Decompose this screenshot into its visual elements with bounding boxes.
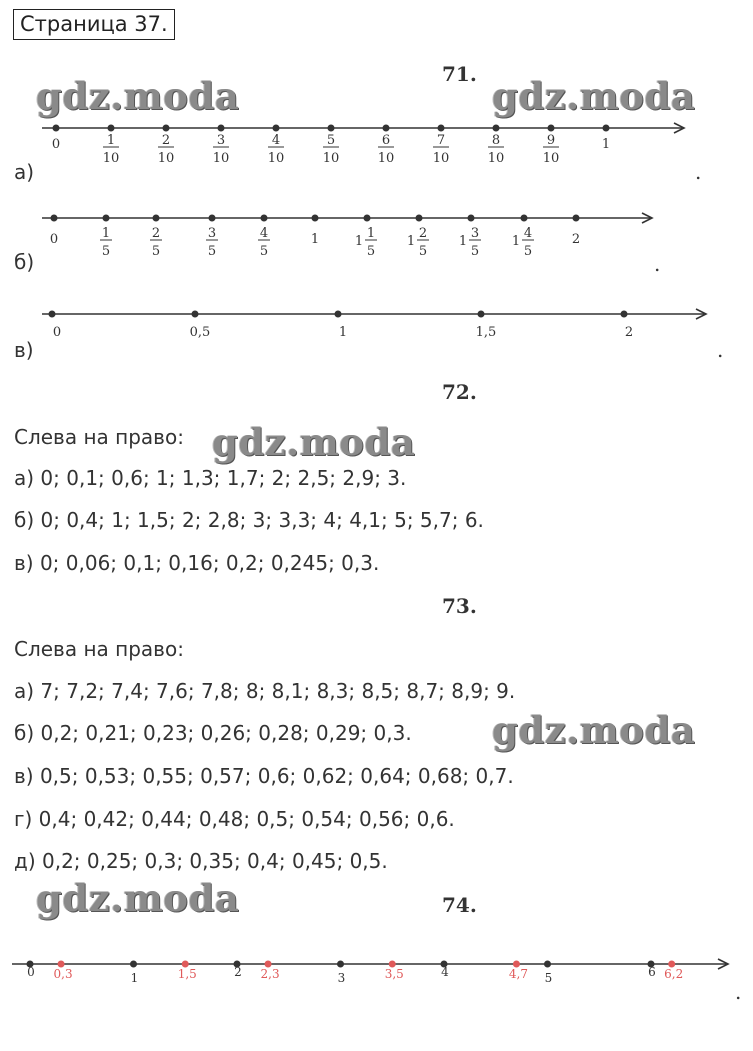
- point-label: 6,2: [664, 967, 684, 981]
- fraction-denominator: 5: [101, 244, 111, 259]
- fraction-denominator: 5: [418, 244, 428, 259]
- intro-text: Слева на право:: [14, 637, 184, 661]
- fraction-numerator: 7: [436, 133, 446, 148]
- fraction-numerator: 4: [259, 226, 269, 241]
- point-dot: [521, 215, 528, 222]
- point-dot: [478, 311, 485, 318]
- watermark: gdz.moda: [492, 74, 696, 118]
- fraction-denominator: 5: [523, 244, 533, 259]
- point-dot: [312, 215, 319, 222]
- point-dot: [103, 215, 110, 222]
- answer-line: а) 0; 0,1; 0,6; 1; 1,3; 1,7; 2; 2,5; 2,9; 3.: [14, 466, 407, 490]
- end-mark: .: [695, 160, 702, 184]
- fraction-numerator: 4: [523, 226, 533, 241]
- fraction-denominator: 10: [102, 151, 120, 166]
- fraction-numerator: 2: [151, 226, 161, 241]
- point-dot: [621, 311, 628, 318]
- page-label: Страница 37.: [13, 9, 175, 40]
- point-dot: [544, 961, 551, 968]
- point-label: 4: [441, 965, 449, 979]
- point-label: 2: [234, 965, 242, 979]
- fraction-numerator: 3: [216, 133, 226, 148]
- fraction-numerator: 6: [381, 133, 391, 148]
- watermark: gdz.moda: [36, 74, 240, 118]
- point-label: 2: [571, 232, 581, 247]
- point-dot: [53, 125, 60, 132]
- point-dot: [603, 125, 610, 132]
- intro-text: Слева на право:: [14, 425, 184, 449]
- point-dot: [192, 311, 199, 318]
- answer-line: б) 0; 0,4; 1; 1,5; 2; 2,8; 3; 3,3; 4; 4,1; 5; 5,7; 6.: [14, 508, 484, 532]
- point-dot: [108, 125, 115, 132]
- point-label: 0: [27, 965, 35, 979]
- point-dot: [573, 215, 580, 222]
- fraction-numerator: 2: [418, 226, 428, 241]
- point-dot: [438, 125, 445, 132]
- number-line-a: [0, 110, 753, 170]
- fraction-numerator: 3: [470, 226, 480, 241]
- point-label: 1: [338, 325, 348, 340]
- point-label: 3: [337, 971, 346, 985]
- fraction-numerator: 8: [491, 133, 501, 148]
- point-dot: [163, 125, 170, 132]
- answer-line: в) 0,5; 0,53; 0,55; 0,57; 0,6; 0,62; 0,64; 0,68; 0,7.: [14, 764, 514, 788]
- point-label: 2,3: [260, 967, 280, 981]
- number-line-74: [0, 945, 753, 995]
- fraction-denominator: 10: [487, 151, 505, 166]
- point-label: 0,5: [189, 325, 211, 340]
- answer-line: д) 0,2; 0,25; 0,3; 0,35; 0,4; 0,45; 0,5.: [14, 849, 388, 873]
- point-label: 6: [648, 965, 656, 979]
- task-number-73: 73.: [442, 594, 477, 618]
- task-number-71: 71.: [442, 62, 477, 86]
- row-label-a: а): [14, 160, 35, 184]
- fraction-denominator: 5: [207, 244, 217, 259]
- fraction-denominator: 10: [377, 151, 395, 166]
- end-mark: .: [717, 338, 724, 362]
- point-label: 1: [130, 971, 139, 985]
- fraction-denominator: 10: [157, 151, 175, 166]
- point-dot: [130, 961, 137, 968]
- whole-part: 1: [511, 234, 521, 249]
- point-dot: [273, 125, 280, 132]
- point-label: 3,5: [384, 967, 404, 981]
- task-number-72: 72.: [442, 380, 477, 404]
- watermark: gdz.moda: [492, 708, 696, 752]
- point-dot: [383, 125, 390, 132]
- answer-line: г) 0,4; 0,42; 0,44; 0,48; 0,5; 0,54; 0,56; 0,6.: [14, 807, 455, 831]
- fraction-denominator: 5: [259, 244, 269, 259]
- whole-part: 1: [458, 234, 468, 249]
- point-dot: [493, 125, 500, 132]
- whole-part: 1: [406, 234, 416, 249]
- watermark: gdz.moda: [36, 876, 240, 920]
- point-label: 1,5: [177, 967, 197, 981]
- point-dot: [468, 215, 475, 222]
- point-dot: [261, 215, 268, 222]
- fraction-numerator: 5: [326, 133, 336, 148]
- point-label: 4,7: [508, 967, 528, 981]
- fraction-numerator: 1: [101, 226, 111, 241]
- fraction-denominator: 10: [212, 151, 230, 166]
- fraction-numerator: 9: [546, 133, 556, 148]
- point-label: 0: [52, 325, 62, 340]
- point-dot: [51, 215, 58, 222]
- fraction-numerator: 2: [161, 133, 171, 148]
- point-dot: [335, 311, 342, 318]
- end-mark: .: [654, 252, 661, 276]
- fraction-denominator: 5: [366, 244, 376, 259]
- point-dot: [416, 215, 423, 222]
- task-number-74: 74.: [442, 893, 477, 917]
- fraction-denominator: 10: [542, 151, 560, 166]
- point-label: 0: [49, 232, 59, 247]
- point-dot: [364, 215, 371, 222]
- fraction-denominator: 5: [151, 244, 161, 259]
- row-label-c: в): [14, 338, 34, 362]
- point-label: 0,3: [53, 967, 73, 981]
- point-label: 2: [624, 325, 634, 340]
- fraction-numerator: 3: [207, 226, 217, 241]
- fraction-numerator: 4: [271, 133, 281, 148]
- answer-line: а) 7; 7,2; 7,4; 7,6; 7,8; 8; 8,1; 8,3; 8,5; 8,7; 8,9; 9.: [14, 679, 516, 703]
- fraction-denominator: 10: [432, 151, 450, 166]
- point-label: 0: [51, 137, 61, 152]
- number-line-c: [0, 298, 753, 348]
- number-line-b: [0, 200, 753, 265]
- watermark: gdz.moda: [212, 420, 416, 464]
- fraction-denominator: 10: [267, 151, 285, 166]
- point-dot: [153, 215, 160, 222]
- fraction-denominator: 5: [470, 244, 480, 259]
- answer-line: в) 0; 0,06; 0,1; 0,16; 0,2; 0,245; 0,3.: [14, 551, 380, 575]
- point-label: 5: [544, 971, 553, 985]
- point-dot: [218, 125, 225, 132]
- fraction-numerator: 1: [366, 226, 376, 241]
- fraction-denominator: 10: [322, 151, 340, 166]
- answer-line: б) 0,2; 0,21; 0,23; 0,26; 0,28; 0,29; 0,3.: [14, 721, 412, 745]
- whole-part: 1: [354, 234, 364, 249]
- point-label: 1: [310, 232, 320, 247]
- point-dot: [337, 961, 344, 968]
- point-dot: [328, 125, 335, 132]
- point-dot: [209, 215, 216, 222]
- row-label-b: б): [14, 250, 35, 274]
- end-mark: .: [735, 980, 742, 1004]
- fraction-numerator: 1: [106, 133, 116, 148]
- point-dot: [548, 125, 555, 132]
- point-dot: [49, 311, 56, 318]
- point-label: 1,5: [475, 325, 497, 340]
- point-label: 1: [601, 137, 611, 152]
